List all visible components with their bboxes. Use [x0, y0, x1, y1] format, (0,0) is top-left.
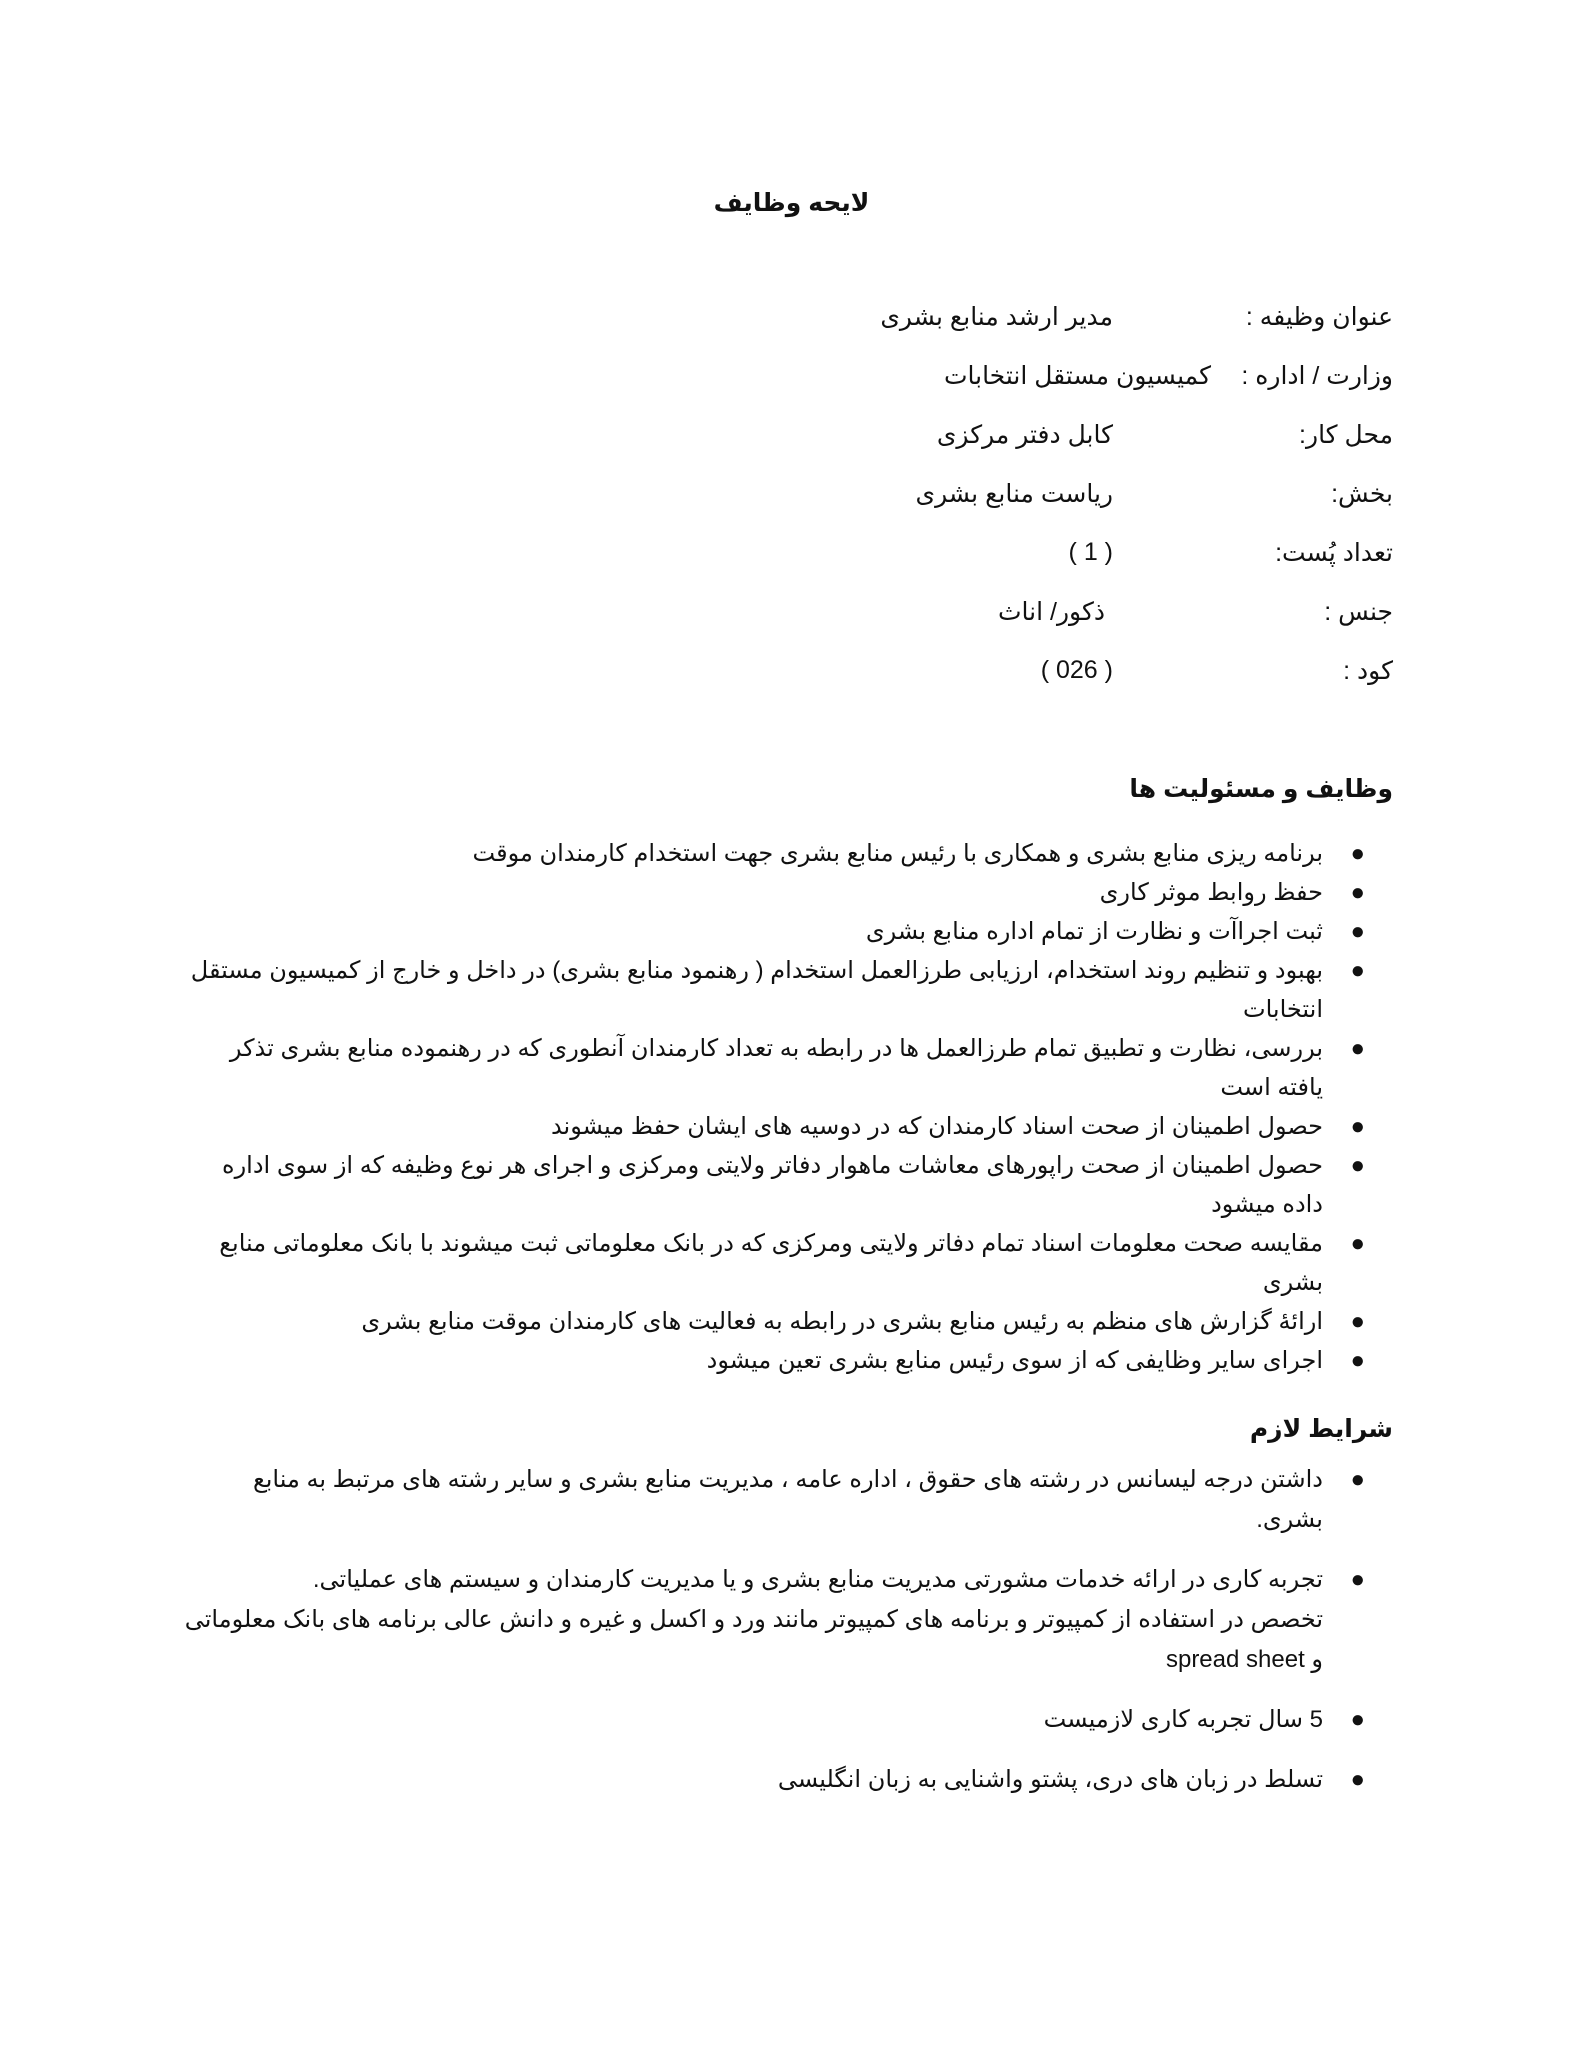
requirements-list: [183, 1460, 1393, 1820]
list-item: ● حفظ روابط موثر کاری: [183, 873, 1393, 912]
list-item: ● اجرای سایر وظایفی که از سوی رئیس منابع بشری تعین میشود: [183, 1341, 1393, 1380]
duties-heading: وظایف و مسئولیت ها: [1129, 775, 1393, 803]
list-item: ● بهبود و تنظیم روند استخدام، ارزیابی طرزالعمل استخدام ( رهنمود منابع بشری) در داخل و خارج از کمیسیون مستقل انتخابات: [183, 951, 1393, 1029]
bullet-icon: ●: [1350, 1308, 1365, 1335]
list-item: ● ثبت اجراآت و نظارت از تمام اداره منابع بشری: [183, 912, 1393, 951]
list-item: ● بررسی، نظارت و تطبیق تمام طرزالعمل ها در رابطه به تعداد کارمندان آنطوری که در رهنموده منابع بشری تذکر یافته است: [183, 1029, 1393, 1107]
bullet-icon: ●: [1350, 1035, 1365, 1062]
info-label: تعداد پُست:: [1275, 539, 1393, 567]
bullet-icon: ●: [1350, 1466, 1365, 1493]
info-label: وزارت / اداره :: [1241, 362, 1393, 390]
bullet-icon: ●: [1350, 1706, 1365, 1733]
list-item: ● حصول اطمینان از صحت اسناد کارمندان که در دوسیه های ایشان حفظ میشوند: [183, 1107, 1393, 1146]
info-row-code: [493, 656, 1393, 696]
info-value: کمیسیون مستقل انتخابات: [943, 362, 1211, 390]
list-item: ● برنامه ریزی منابع بشری و همکاری با رئیس منابع بشری جهت استخدام کارمندان موقت: [183, 834, 1393, 873]
info-label: بخش:: [1331, 480, 1393, 508]
document-title: لایحه وظایف: [713, 189, 870, 217]
list-item: ● داشتن درجه لیسانس در رشته های حقوق ، اداره عامه ، مدیریت منابع بشری و سایر رشته های مرتبط به منابع بشری.: [183, 1460, 1393, 1540]
list-item: ● ارائۀ گزارش های منظم به رئیس منابع بشری در رابطه به فعالیت های کارمندان موقت منابع بشری: [183, 1302, 1393, 1341]
bullet-icon: ●: [1350, 879, 1365, 906]
info-label: عنوان وظیفه :: [1245, 303, 1393, 331]
bullet-icon: ●: [1350, 1566, 1365, 1593]
requirements-heading: شرایط لازم: [1249, 1415, 1393, 1443]
info-label: جنس :: [1324, 598, 1393, 626]
info-row-posts: [493, 538, 1393, 578]
info-label: کود :: [1343, 657, 1393, 685]
bullet-icon: ●: [1350, 1347, 1365, 1374]
info-value: ( 026 ): [1040, 656, 1113, 684]
list-item: ● 5 سال تجربه کاری لازمیست: [183, 1700, 1393, 1740]
bullet-icon: ●: [1350, 1230, 1365, 1257]
bullet-icon: ●: [1350, 1113, 1365, 1140]
bullet-icon: ●: [1350, 918, 1365, 945]
list-item: ● حصول اطمینان از صحت راپورهای معاشات ماهوار دفاتر ولایتی ومرکزی و اجرای هر نوع وظیفه که از سوی اداره داده میشود: [183, 1146, 1393, 1224]
info-row-job-title: [493, 302, 1393, 342]
duties-list: [183, 834, 1393, 1380]
info-row-ministry: [493, 361, 1393, 401]
info-label: محل کار:: [1299, 421, 1393, 449]
info-value: ریاست منابع بشری: [915, 480, 1113, 508]
list-item: ● تسلط در زبان های دری، پشتو واشنایی به زبان انگلیسی: [183, 1760, 1393, 1800]
info-row-section: [493, 479, 1393, 519]
bullet-icon: ●: [1350, 840, 1365, 867]
info-row-location: [493, 420, 1393, 460]
info-value: ( 1 ): [1068, 538, 1113, 566]
list-item: ● مقایسه صحت معلومات اسناد تمام دفاتر ولایتی ومرکزی که در بانک معلوماتی ثبت میشوند با بانک معلوماتی منابع بشری: [183, 1224, 1393, 1302]
info-value: کابل دفتر مرکزی: [936, 421, 1113, 449]
bullet-icon: ●: [1350, 1152, 1365, 1179]
bullet-icon: ●: [1350, 957, 1365, 984]
list-item: ● تجربه کاری در ارائه خدمات مشورتی مدیریت منابع بشری و یا مدیریت کارمندان و سیستم های عملیاتی. تخصص در استفاده از کمپیوتر و برنامه های کمپیوتر مانند ورد و اکسل و غیره و دانش عالی برنامه های بانک معلوماتی و spread sheet: [183, 1560, 1393, 1680]
bullet-icon: ●: [1350, 1766, 1365, 1793]
info-row-gender: [493, 597, 1393, 637]
info-value: ذکور/ اناث: [998, 598, 1105, 626]
info-value: مدیر ارشد منابع بشری: [880, 303, 1113, 331]
